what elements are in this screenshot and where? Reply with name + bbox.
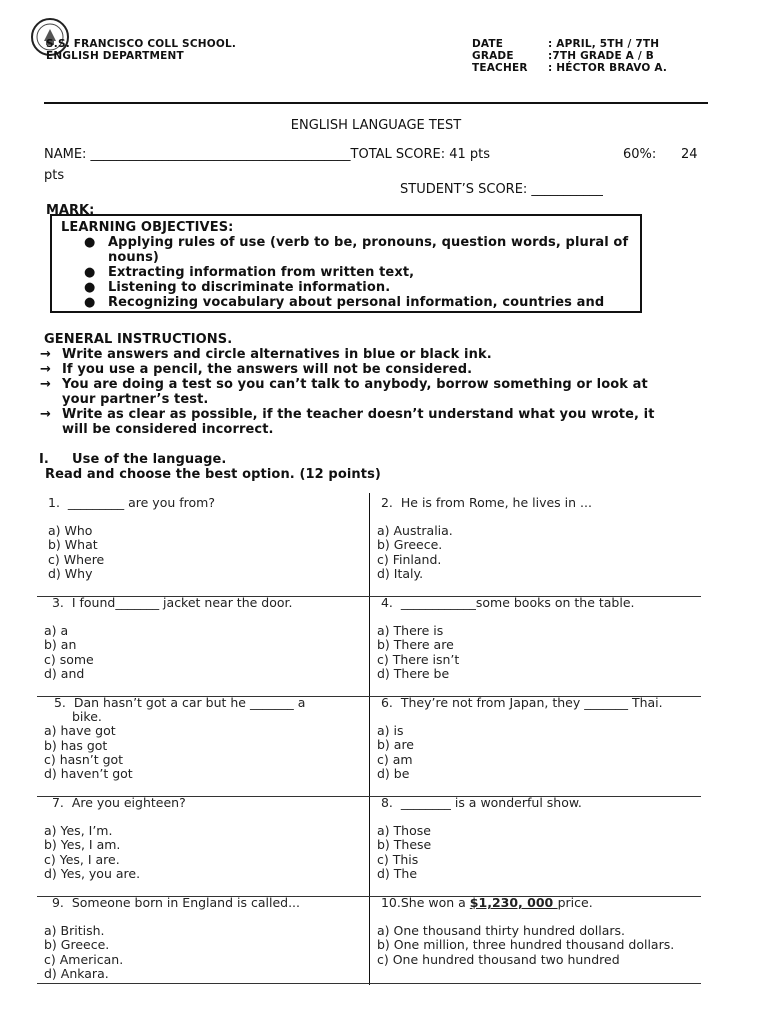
- bullet-icon: ●: [84, 295, 96, 310]
- question-8: 8. ________ is a wonderful show. a) Those b) These c) This d) The: [377, 796, 697, 881]
- date-value: : APRIL, 5TH / 7TH: [548, 38, 660, 50]
- student-score-line: STUDENT’S SCORE: ___________: [400, 182, 603, 197]
- option[interactable]: a) Yes, I’m.: [44, 823, 113, 839]
- teacher-value: : HÉCTOR BRAVO A.: [548, 62, 668, 74]
- school-name: S.S. FRANCISCO COLL SCHOOL.: [46, 38, 237, 50]
- test-title: ENGLISH LANGUAGE TEST: [290, 118, 462, 133]
- option[interactable]: c) Finland.: [377, 551, 442, 567]
- option[interactable]: a) a: [44, 623, 69, 639]
- option[interactable]: d) The: [377, 865, 418, 881]
- option[interactable]: b) Yes, I am.: [44, 837, 121, 853]
- option[interactable]: b) There are: [377, 637, 454, 653]
- option[interactable]: b) an: [44, 637, 77, 653]
- option[interactable]: d) There be: [377, 665, 450, 681]
- option[interactable]: d) Italy.: [377, 565, 424, 581]
- option[interactable]: b) These: [377, 837, 432, 853]
- question-2: 2. He is from Rome, he lives in ... a) Australia. b) Greece. c) Finland. d) Italy.: [377, 496, 697, 581]
- option[interactable]: c) am: [377, 751, 413, 767]
- sixty-percent-value: 24: [681, 147, 698, 162]
- section-subtitle: Read and choose the best option. (12 points): [45, 467, 381, 482]
- option[interactable]: b) are: [377, 737, 414, 753]
- option[interactable]: a) is: [377, 723, 404, 739]
- section-number: I.: [39, 452, 49, 467]
- option[interactable]: a) One thousand thirty hundred dollars.: [377, 923, 626, 939]
- question-5: 5. Dan hasn’t got a car but he _______ a bike. a) have got b) has got c) hasn’t got d) haven’t got: [44, 696, 364, 781]
- option[interactable]: d) Why: [48, 565, 93, 581]
- objective-item: ● Extracting information from written text,: [84, 265, 415, 280]
- option[interactable]: b) has got: [44, 737, 108, 753]
- instructions-heading: GENERAL INSTRUCTIONS.: [44, 332, 233, 347]
- objective-item: ● Applying rules of use (verb to be, pronouns, question words, plural of nouns): [84, 235, 629, 265]
- option[interactable]: a) have got: [44, 723, 116, 739]
- option[interactable]: d) Yes, you are.: [44, 865, 141, 881]
- option[interactable]: b) Greece.: [377, 537, 443, 553]
- teacher-label: TEACHER: [472, 62, 528, 74]
- question-4: 4. ____________some books on the table. a) There is b) There are c) There isn’t d) There be: [377, 596, 697, 681]
- objectives-heading: LEARNING OBJECTIVES:: [61, 220, 234, 235]
- objective-item: ● Listening to discriminate information.: [84, 280, 391, 295]
- instruction-item: → Write answers and circle alternatives in blue or black ink.: [40, 347, 492, 362]
- department-name: ENGLISH DEPARTMENT: [46, 50, 184, 62]
- option[interactable]: b) Greece.: [44, 937, 110, 953]
- question-7: 7. Are you eighteen? a) Yes, I’m. b) Yes, I am. c) Yes, I are. d) Yes, you are.: [44, 796, 364, 881]
- instruction-item: → Write as clear as possible, if the teacher doesn’t understand what you wrote, it will be considered incorrect.: [40, 407, 655, 437]
- option[interactable]: c) There isn’t: [377, 651, 460, 667]
- mark-label: MARK:: [46, 203, 95, 218]
- option[interactable]: a) Australia.: [377, 523, 453, 539]
- option[interactable]: d) be: [377, 765, 410, 781]
- option[interactable]: a) Who: [48, 523, 93, 539]
- prize-amount: $1,230, 000: [469, 895, 558, 910]
- question-9: 9. Someone born in England is called... a) British. b) Greece. c) American. d) Ankara.: [44, 896, 364, 981]
- option[interactable]: a) There is: [377, 623, 444, 639]
- option[interactable]: c) Where: [48, 551, 105, 567]
- option[interactable]: a) British.: [44, 923, 105, 939]
- question-1: 1. _________ are you from? a) Who b) What c) Where d) Why: [48, 496, 363, 581]
- grid-divider-bottom: [37, 983, 701, 984]
- arrow-right-icon: →: [40, 362, 51, 377]
- date-label: DATE: [472, 38, 504, 50]
- instruction-item: → You are doing a test so you can’t talk to anybody, borrow something or look at your partner’s test.: [40, 377, 648, 407]
- sixty-percent-label: 60%:: [623, 147, 657, 162]
- option[interactable]: c) One hundred thousand two hundred: [377, 951, 620, 967]
- general-instructions: [40, 332, 704, 437]
- header-divider: [44, 102, 708, 104]
- bullet-icon: ●: [84, 235, 96, 250]
- bullet-icon: ●: [84, 265, 96, 280]
- learning-objectives-box: [50, 214, 642, 313]
- grid-divider-vertical: [369, 493, 370, 985]
- question-3: 3. I found_______ jacket near the door. a) a b) an c) some d) and: [44, 596, 364, 681]
- arrow-right-icon: →: [40, 377, 51, 392]
- option[interactable]: b) One million, three hundred thousand dollars.: [377, 937, 675, 953]
- option[interactable]: d) haven’t got: [44, 766, 133, 782]
- option[interactable]: d) Ankara.: [44, 965, 109, 981]
- option[interactable]: c) Yes, I are.: [44, 851, 120, 867]
- option[interactable]: c) some: [44, 651, 94, 667]
- arrow-right-icon: →: [40, 407, 51, 422]
- option[interactable]: b) What: [48, 537, 98, 553]
- section-title: Use of the language.: [72, 452, 227, 467]
- name-total-line: NAME: ________________________________________TOTAL SCORE: 41 pts: [44, 147, 491, 162]
- arrow-right-icon: →: [40, 347, 51, 362]
- option[interactable]: d) and: [44, 665, 85, 681]
- option[interactable]: c) hasn’t got: [44, 751, 124, 767]
- instruction-item: → If you use a pencil, the answers will not be considered.: [40, 362, 473, 377]
- grade-label: GRADE: [472, 50, 514, 62]
- question-10: 10.She won a $1,230, 000 price. a) One thousand thirty hundred dollars. b) One million, three hundred thousand dollars. c) One hundred thousand two hundred: [377, 896, 699, 967]
- grade-value: :7TH GRADE A / B: [548, 50, 654, 62]
- objectives-list: [52, 235, 642, 310]
- question-6: 6. They’re not from Japan, they _______ Thai. a) is b) are c) am d) be: [377, 696, 699, 781]
- bullet-icon: ●: [84, 280, 96, 295]
- option[interactable]: c) This: [377, 851, 419, 867]
- option[interactable]: a) Those: [377, 823, 431, 839]
- pts-label: pts: [44, 168, 65, 183]
- option[interactable]: c) American.: [44, 951, 124, 967]
- objective-item: ● Recognizing vocabulary about personal information, countries and: [84, 295, 605, 310]
